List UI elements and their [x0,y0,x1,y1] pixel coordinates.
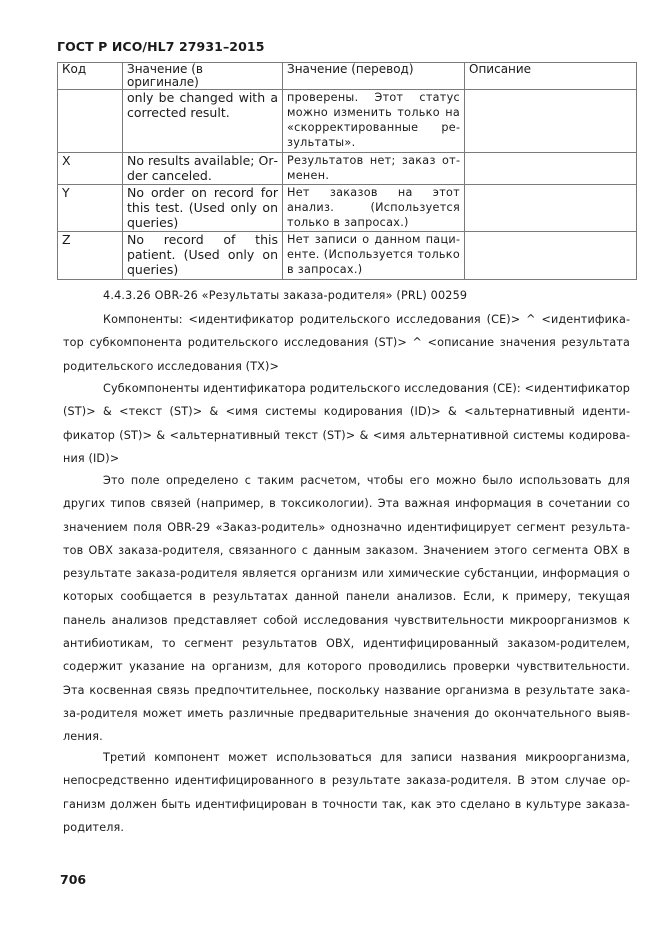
description-cell [465,90,637,153]
table-row [58,90,637,153]
section-heading: 4.4.3.26 OBR-26 «Результаты заказа-родителя» (PRL) 00259 [103,289,468,302]
translation-cell: Результатов нет; заказ отменен. [283,153,465,185]
translation-cell: Нет заказов на этот анализ. (Используется только в запросах.) [283,185,465,232]
paragraph-field-definition: Это поле определено с таким расчетом, чтобы его можно было использовать для других типов связей (например, в токсикологии). Эта важная информация в сочетании со значением поля OBR-29 «Заказ-родитель» однозначно идентифицирует сегмент результатов OBX заказа-родителя, связанного с данным заказом. Значением этого сегмента OBX в результате заказа-родителя является организм или химические субстанции, информация о которых сообщается в результатах данной панели анализов. Если, к примеру, текущая панель анализов представляет собой исследования чувствительности микроорганизмов к антибиотикам, то сегмент результатов OBX, идентифицированный заказом-родителем, содержит указание на организм, для которого проводились проверки чувствительности. Эта косвенная связь предпочтительнее, поскольку название организма в результате заказа-родителя может иметь различные предварительные значения до окончательного выявления. [63,474,630,744]
code-cell: Z [58,232,123,280]
column-header-original: Значение (в оригинале) [123,63,283,90]
original-value-cell: No order on record for this test. (Used only on queries) [123,185,283,232]
column-header-description: Описание [465,63,637,90]
column-header-code: Код [58,63,123,90]
paragraph-components: Компоненты: <идентификатор родительского исследования (CE)> ^ <идентификатор субкомпонента родительского исследования (ST)> ^ <описание значения результата родительского исследования (TX)> [63,313,630,373]
description-cell [465,153,637,185]
page-number: 706 [60,872,87,887]
description-cell [465,185,637,232]
description-cell [465,232,637,280]
table-row [58,185,637,232]
table-row [58,232,637,280]
original-value-cell: No record of this patient. (Used only on queries) [123,232,283,280]
codes-table [57,62,637,280]
code-cell: X [58,153,123,185]
original-value-cell: only be changed with a corrected result. [123,90,283,153]
translation-cell: проверены. Этот статус можно изменить только на «скорректированные результаты». [283,90,465,153]
original-value-cell: No results available; Order canceled. [123,153,283,185]
code-cell [58,90,123,153]
translation-cell: Нет записи о данном пациенте. (Используется только в запросах.) [283,232,465,280]
document-header: ГОСТ Р ИСО/HL7 27931–2015 [57,39,265,54]
paragraph-third-component: Третий компонент может использоваться для записи названия микроорганизма, непосредственно идентифицированного в результате заказа-родителя. В этом случае организм должен быть идентифицирован в точности так, как это сделано в культуре заказа-родителя. [63,751,630,834]
paragraph-subcomponents: Субкомпоненты идентификатора родительского исследования (CE): <идентификатор (ST)> & <текст (ST)> & <имя системы кодирования (ID)> & <альтернативный идентификатор (ST)> & <альтернативный текст (ST)> & <имя альтернативной системы кодирования (ID)> [63,382,630,465]
table-header-row [58,63,637,90]
code-cell: Y [58,185,123,232]
column-header-translation: Значение (перевод) [283,63,465,90]
table-row [58,153,637,185]
